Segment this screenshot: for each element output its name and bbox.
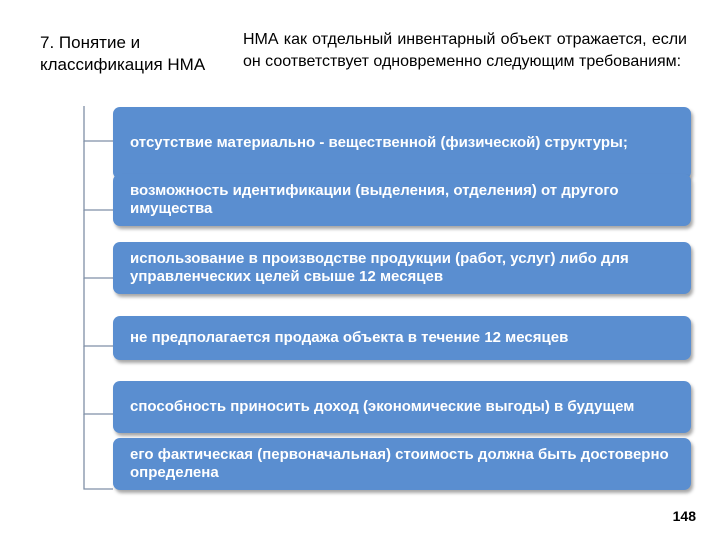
slide-title: 7. Понятие и классификация НМА <box>40 33 206 74</box>
page-number: 148 <box>672 508 696 524</box>
requirement-text-1: отсутствие материально - вещественной (физической) структуры; <box>130 134 628 151</box>
requirement-box-3 <box>113 242 691 294</box>
requirement-text-2: возможность идентификации (выделения, отделения) от другого имущества <box>130 182 619 217</box>
requirement-box-6 <box>113 438 691 490</box>
connector-3 <box>84 210 113 278</box>
requirement-text-3: использование в производстве продукции (работ, услуг) либо для управленческих целей свыше 12 месяцев <box>130 250 629 285</box>
requirement-box-2 <box>113 174 691 226</box>
requirement-text-6: его фактическая (первоначальная) стоимость должна быть достоверно определена <box>130 446 669 481</box>
connector-2 <box>84 141 113 210</box>
intro-text: НМА как отдельный инвентарный объект отражается, если он соответствует одновременно следующим требованиям: <box>243 31 687 70</box>
requirement-box-1 <box>113 107 691 179</box>
connector-6 <box>84 414 113 489</box>
connector-5 <box>84 346 113 414</box>
requirement-text-5: способность приносить доход (экономические выгоды) в будущем <box>130 398 635 415</box>
requirement-text-4: не предполагается продажа объекта в течение 12 месяцев <box>130 329 569 346</box>
connector-4 <box>84 278 113 346</box>
connector-1 <box>84 106 113 141</box>
requirement-box-5 <box>113 381 691 433</box>
requirement-box-4 <box>113 316 691 360</box>
